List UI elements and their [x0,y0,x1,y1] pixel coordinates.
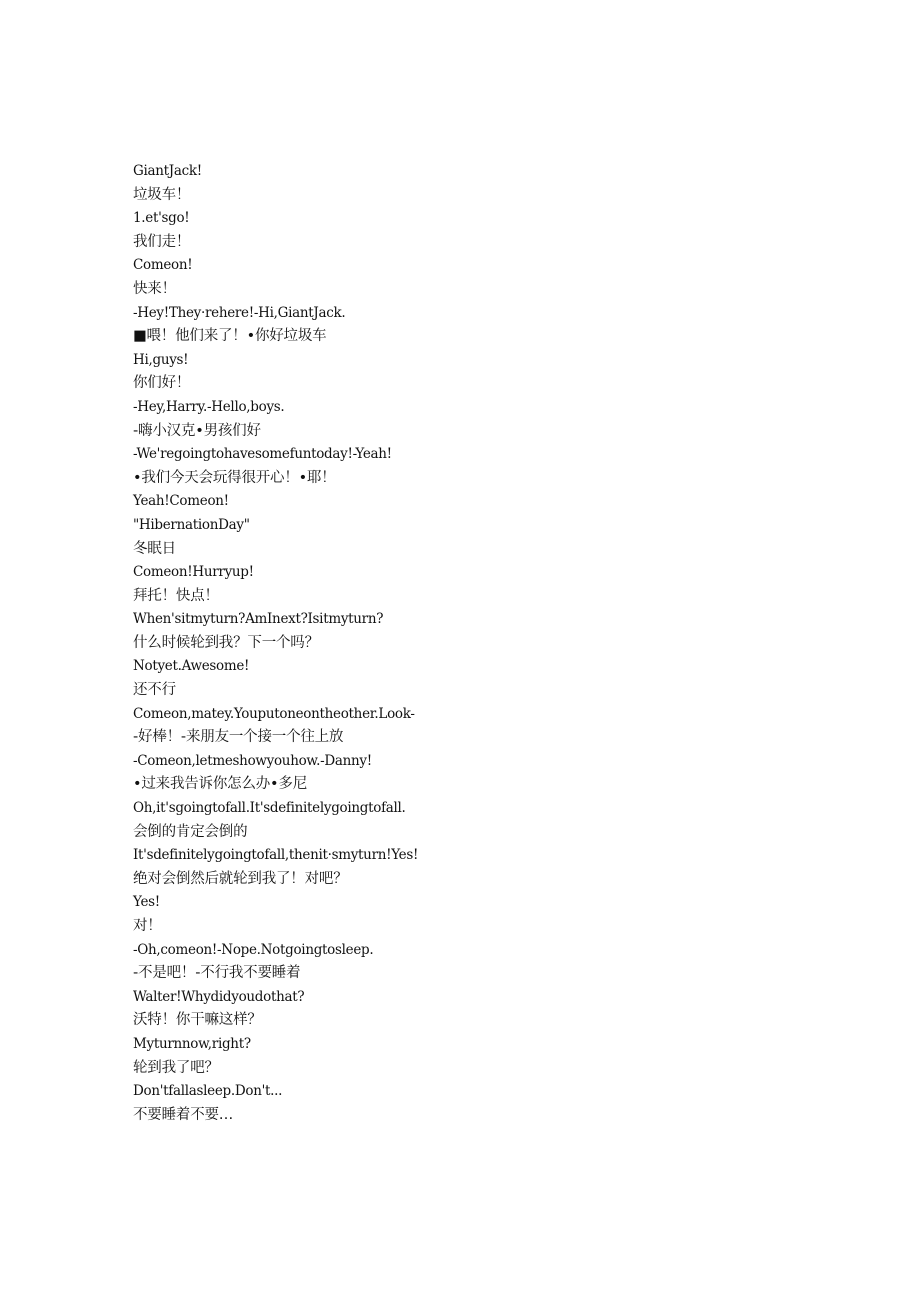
english-subtitle-line: Notyet.Awesome! [133,658,250,675]
chinese-subtitle-line: 还不行 [133,682,176,699]
english-subtitle-line: Yeah!Comeon! [133,493,229,510]
english-subtitle-line: Don'tfallasleep.Don't... [133,1083,283,1100]
chinese-subtitle-line: 沃特！你干嘛这样？ [133,1012,262,1029]
chinese-subtitle-line: 快来！ [133,280,176,297]
english-subtitle-line: Hi,guys! [133,351,189,368]
chinese-subtitle-line: -不是吧！-不行我不要睡着 [133,965,301,982]
english-subtitle-line: -Comeon,letmeshowyouhow.-Danny! [133,752,372,769]
chinese-subtitle-line: 你们好！ [133,375,191,392]
english-subtitle-line: 1.et'sgo! [133,210,190,227]
english-subtitle-line: Comeon! [133,257,193,274]
english-subtitle-line: Oh,it'sgoingtofall.It'sdefinitelygoingtofall. [133,800,406,817]
chinese-subtitle-line: -嗨小汉克•男孩们好 [133,422,261,439]
english-subtitle-line: GiantJack! [133,163,202,179]
chinese-subtitle-line: 不要睡着不要… [133,1106,234,1123]
chinese-subtitle-line: ■喂！他们来了！•你好垃圾车 [133,328,327,345]
chinese-subtitle-line: •我们今天会玩得很开心！•耶！ [133,469,336,486]
chinese-subtitle-line: 对！ [133,918,162,934]
chinese-subtitle-line: 拜托！快点！ [133,587,219,604]
english-subtitle-line: It'sdefinitelygoingtofall,thenit·smyturn!Yes! [133,847,419,864]
english-subtitle-line: Yes! [133,894,160,911]
english-subtitle-line: -We'regoingtohavesomefuntoday!-Yeah! [133,446,392,463]
chinese-subtitle-line: 我们走！ [133,233,191,250]
english-subtitle-line: -Hey,Harry.-Hello,boys. [133,398,285,415]
chinese-subtitle-line: 轮到我了吧？ [133,1059,219,1076]
english-subtitle-line: Comeon,matey.Youputoneontheother.Look- [133,705,415,722]
chinese-subtitle-line: •过来我告诉你怎么办•多尼 [133,776,308,793]
chinese-subtitle-line: 什么时候轮到我？下一个吗？ [133,634,319,651]
english-subtitle-line: "HibernationDay" [133,516,250,533]
english-subtitle-line: -Hey!They·rehere!-Hi,GiantJack. [133,304,346,321]
english-subtitle-line: When'sitmyturn?AmInext?Isitmyturn? [133,611,384,628]
chinese-subtitle-line: 冬眠日 [133,540,176,557]
subtitle-transcript [133,160,853,1127]
english-subtitle-line: Myturnnow,right? [133,1035,251,1052]
english-subtitle-line: -Oh,comeon!-Nope.Notgoingtosleep. [133,941,374,958]
chinese-subtitle-line: 绝对会倒然后就轮到我了！对吧？ [133,870,348,887]
chinese-subtitle-line: 会倒的肯定会倒的 [133,823,248,840]
chinese-subtitle-line: 垃圾车！ [133,186,191,203]
english-subtitle-line: Comeon!Hurryup! [133,564,254,581]
english-subtitle-line: Walter!Whydidyoudothat? [133,988,305,1005]
chinese-subtitle-line: -好棒！-来朋友一个接一个往上放 [133,729,344,746]
